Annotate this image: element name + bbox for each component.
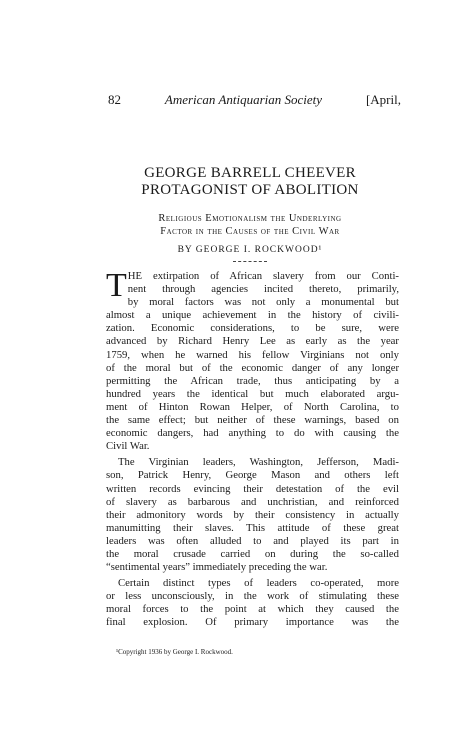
text-line: or less unconsciously, in the work of stimulating these [106, 590, 399, 603]
journal-title: American Antiquarian Society [164, 92, 323, 107]
title-rule [233, 261, 267, 262]
text-line: ment of Hinton Rowan Helper, of North Carolina, to [106, 400, 399, 413]
text-line: the moral crusade carried on during the so-called [106, 547, 399, 560]
drop-cap: T [106, 267, 127, 304]
text-line: of the moral but of the economic danger of any longer [106, 361, 399, 374]
text-line: HE extirpation of African slavery from our Conti- [127, 270, 399, 282]
text-line: moral forces to the point at which they caused the [106, 603, 399, 616]
text-line: written records evincing their detestation of the evil [106, 482, 399, 495]
text-line: 1759, when he warned his fellow Virginians not only [106, 348, 399, 361]
text-line: advanced by Richard Henry Lee as early as the year [106, 335, 399, 348]
text-line: manumitting their slaves. This attitude of these great [106, 521, 399, 534]
text-line: the same effect; but neither of these warnings, based on [106, 414, 399, 427]
text-line: by moral factors was not only a monumental but [127, 296, 399, 309]
text-line: hundred years the identical but much elaborated argu- [106, 387, 399, 400]
text-line: leaders was often alluded to and played its part in [106, 534, 399, 547]
text-line: almost a unique achievement in the history of civili- [106, 309, 399, 322]
byline: BY GEORGE I. ROCKWOOD¹ [177, 245, 323, 255]
paragraph-3 [106, 577, 399, 629]
text-line: Certain distinct types of leaders co-operated, more [118, 577, 399, 590]
text-line: permitting the African trade, thus anticipating by a [106, 374, 399, 387]
text-line: The Virginian leaders, Washington, Jefferson, Madi- [118, 456, 399, 469]
page-number: 82 [108, 92, 121, 107]
article-heading [100, 165, 400, 262]
running-head [108, 92, 401, 108]
text-line: Civil War. [106, 440, 150, 453]
text-line: son, Patrick Henry, George Mason and others left [106, 469, 399, 482]
text-line: zation. Economic considerations, to be sure, were [106, 322, 399, 335]
text-line: economic dangers, had anything to do with causing the [106, 427, 399, 440]
article-body [106, 267, 399, 633]
article-title-line-1: GEORGE BARRELL CHEEVER [144, 165, 356, 181]
paragraph-1 [106, 267, 399, 453]
text-line: of slavery as barbarous and unchristian, and reinforced [106, 495, 399, 508]
text-line: their admonitory words by their consistency in actually [106, 508, 399, 521]
paragraph-2 [106, 456, 399, 574]
text-line: nent through agencies incited thereto, primarily, [127, 283, 399, 296]
article-title-line-2: PROTAGONIST OF ABOLITION [141, 182, 359, 198]
footnote: ¹Copyright 1936 by George I. Rockwood. [116, 648, 233, 656]
issue-label: [April, [365, 92, 401, 107]
text-line: final explosion. Of primary importance was the [106, 616, 399, 629]
text-line: “sentimental years” immediately preceding the war. [106, 561, 328, 574]
article-subtitle-line-1: Religious Emotionalism the Underlying [158, 213, 342, 224]
article-subtitle-line-2: Factor in the Causes of the Civil War [160, 226, 340, 237]
